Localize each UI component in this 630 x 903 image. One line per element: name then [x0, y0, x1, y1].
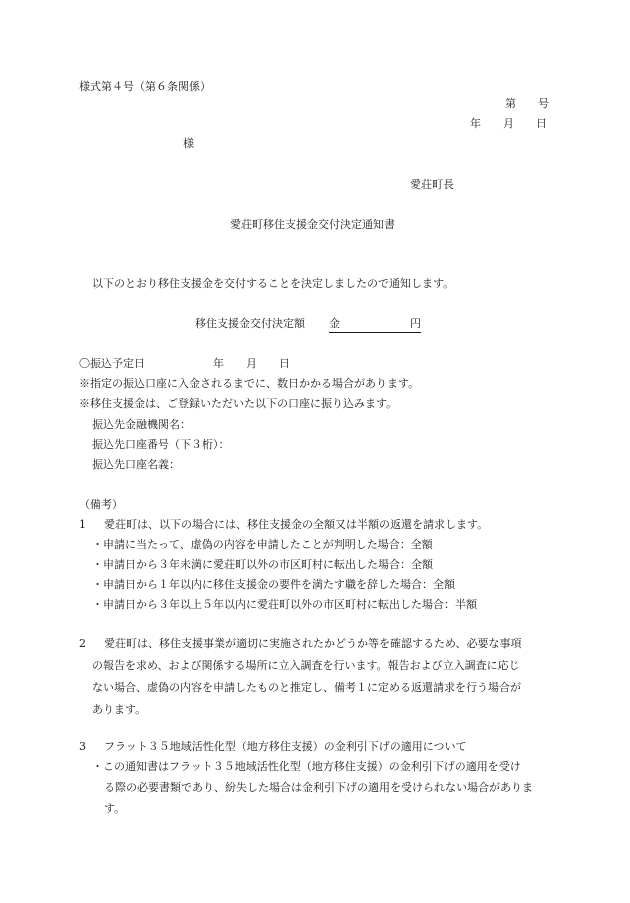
scheduled-day: 日	[279, 357, 290, 370]
remark-3-bullet-line: す。	[104, 802, 126, 815]
remark-2-line: ない場合、虚偽の内容を申請したものと推定し、備考１に定める返還請求を行う場合が	[92, 681, 521, 694]
remark-2-line: 愛荘町は、移住支援事業が適切に実施されたかどうか等を確認するため、必要な事項	[104, 637, 522, 650]
transfer-notice-2: ※移住支援金は、ご登録いただいた以下の口座に振り込みます。	[79, 397, 398, 410]
remark-3-bullet-line: る際の必要書類であり、紛失した場合は金利引下げの適用を受けられない場合がありま	[104, 781, 533, 794]
issuer-name: 愛荘町長	[410, 178, 454, 191]
document-title: 愛荘町移住支援金交付決定通知書	[230, 218, 395, 231]
amount-label: 移住支援金交付決定額	[195, 317, 305, 330]
intro-text: 以下のとおり移住支援金を交付することを決定しましたので通知します。	[92, 277, 455, 290]
remark-1-bullet: ・申請に当たって、虚偽の内容を申請したことが判明した場合：全額	[92, 538, 433, 551]
issue-date-label: 年 月 日	[470, 117, 547, 130]
remark-3-bullet-line: ・この通知書はフラット３５地域活性化型（地方移住支援）の金利引下げの適用を受け	[92, 760, 521, 773]
account-holder-label: 振込先口座名義：	[92, 458, 180, 471]
remark-2-line: あります。	[92, 703, 147, 716]
remark-2-number: 2	[79, 637, 86, 650]
amount-row	[195, 317, 421, 333]
remark-1-bullet: ・申請日から３年未満に愛荘町以外の市区町村に転出した場合：全額	[92, 558, 433, 571]
remark-3-number: 3	[79, 740, 86, 753]
amount-field	[329, 317, 421, 333]
bank-name-label: 振込先金融機関名：	[92, 418, 191, 431]
remarks-heading: （備考）	[79, 498, 123, 511]
scheduled-year: 年	[213, 357, 224, 370]
remark-1-bullet: ・申請日から１年以内に移住支援金の要件を満たす職を辞した場合：全額	[92, 578, 455, 591]
scheduled-month: 月	[246, 357, 257, 370]
remark-1-text: 愛荘町は、以下の場合には、移住支援金の全額又は半額の返還を請求します。	[104, 518, 489, 531]
document-number-label: 第 号	[505, 97, 549, 110]
account-number-label: 振込先口座番号（下３桁）：	[92, 438, 230, 451]
transfer-notice-1: ※指定の振込口座に入金されるまでに、数日かかる場合があります。	[79, 377, 420, 390]
remark-1-number: 1	[79, 518, 86, 531]
scheduled-date-label: 〇振込予定日	[79, 357, 145, 370]
amount-suffix: 円	[410, 317, 421, 330]
form-number-label: 様式第４号（第６条関係）	[79, 80, 211, 93]
scheduled-transfer-date	[79, 357, 290, 371]
addressee-suffix: 様	[183, 137, 194, 150]
remark-1-bullet: ・申請日から３年以上５年以内に愛荘町以外の市区町村に転出した場合：半額	[92, 598, 477, 611]
amount-prefix: 金	[329, 317, 340, 330]
remark-3-text: フラット３５地域活性化型（地方移住支援）の金利引下げの適用について	[104, 740, 467, 753]
remark-2-line: の報告を求め、および関係する場所に立入調査を行います。報告および立入調査に応じ	[92, 659, 520, 672]
